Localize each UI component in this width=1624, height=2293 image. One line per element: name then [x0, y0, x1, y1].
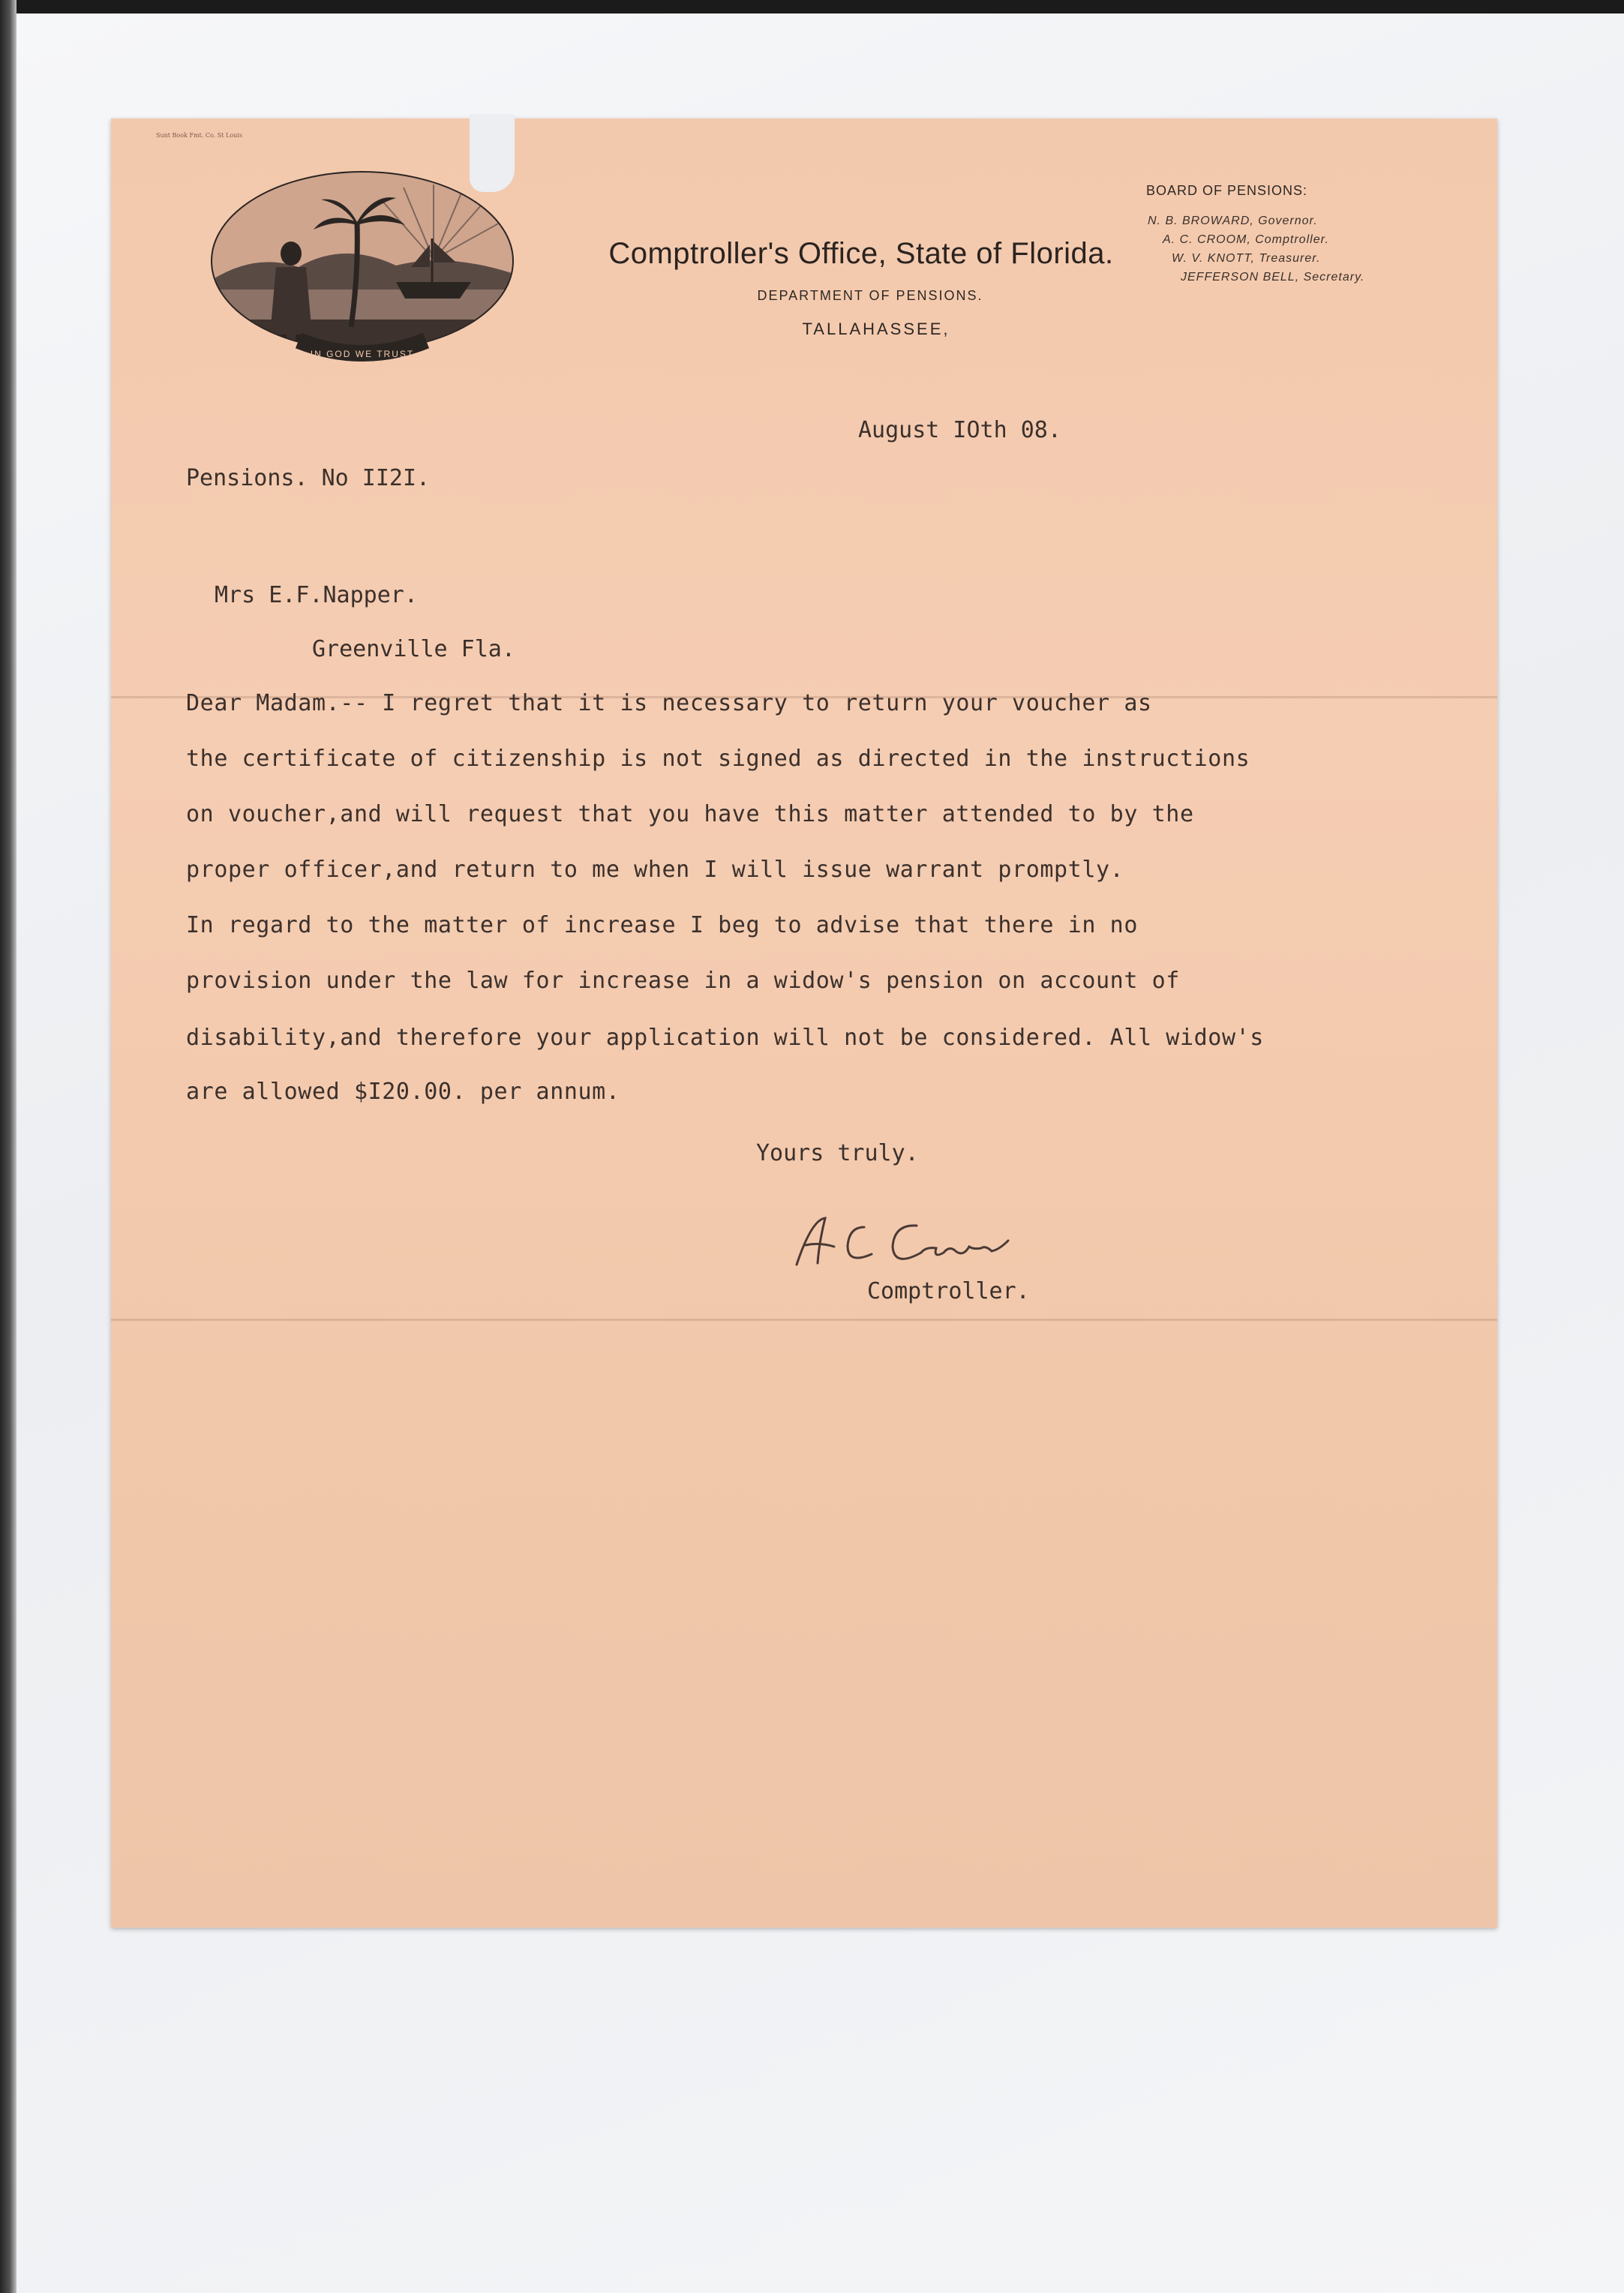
recipient-name: Mrs E.F.Napper. — [215, 582, 418, 608]
pension-reference: Pensions. No II2I. — [186, 465, 431, 491]
letterhead-city: TALLAHASSEE, — [802, 320, 950, 338]
letter-paper — [111, 119, 1497, 1928]
seal-motto: IN GOD WE TRUST — [310, 349, 415, 359]
closing: Yours truly. — [756, 1140, 919, 1166]
board-member: A. C. CROOM, Comptroller. — [1163, 233, 1329, 246]
signature-icon — [789, 1205, 1014, 1272]
body-line: are allowed $I20.00. per annum. — [186, 1079, 620, 1105]
signer-title: Comptroller. — [867, 1278, 1030, 1304]
state-seal-icon — [209, 170, 516, 366]
recipient-city: Greenville Fla. — [312, 636, 515, 662]
board-members — [1139, 212, 1439, 287]
body-line: provision under the law for increase in a widow's pension on account of — [186, 968, 1180, 994]
scanner-top-edge — [0, 0, 1624, 14]
body-line: Dear Madam.-- I regret that it is necessary to return your voucher as — [186, 690, 1152, 716]
board-member: N. B. BROWARD, Governor. — [1148, 215, 1318, 227]
body-line: In regard to the matter of increase I beg to advise that there in no — [186, 912, 1138, 938]
board-heading: BOARD OF PENSIONS: — [1146, 183, 1308, 198]
letterhead-department: DEPARTMENT OF PENSIONS. — [757, 288, 983, 303]
body-line: proper officer,and return to me when I will issue warrant promptly. — [186, 857, 1124, 883]
board-member: W. V. KNOTT, Treasurer. — [1172, 252, 1321, 265]
board-member: JEFFERSON BELL, Secretary. — [1181, 271, 1365, 284]
body-line: disability,and therefore your application will not be considered. All widow's — [186, 1025, 1264, 1051]
scanner-left-edge — [0, 0, 17, 2293]
fold-crease — [111, 1319, 1497, 1321]
body-line: the certificate of citizenship is not signed as directed in the instructions — [186, 746, 1250, 772]
letterhead-title: Comptroller's Office, State of Florida. — [608, 237, 1114, 270]
printer-mark: Sunt Book Fmt. Co. St Louis — [156, 132, 242, 139]
letter-date: August IOth 08. — [858, 417, 1061, 443]
body-line: on voucher,and will request that you have this matter attended to by the — [186, 801, 1194, 827]
